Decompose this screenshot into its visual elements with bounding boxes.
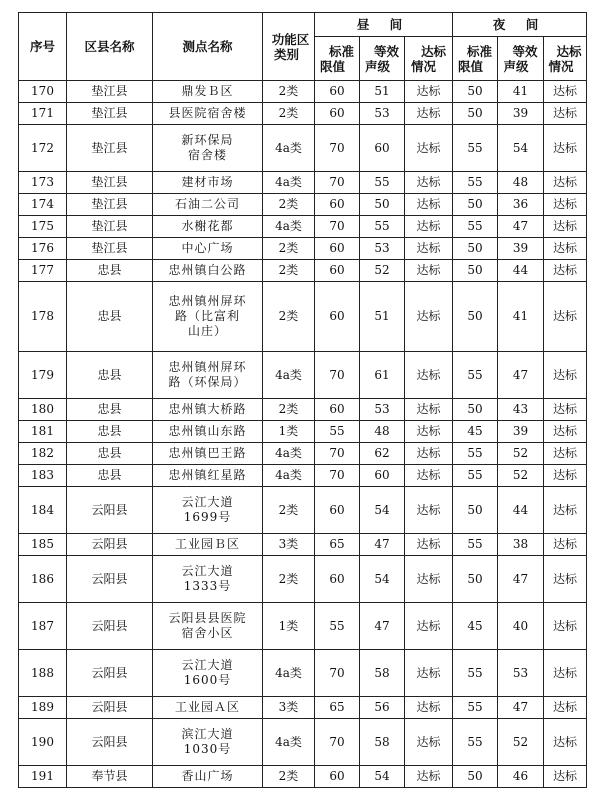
cell-day-level: 48	[360, 421, 405, 443]
site-name-text: 滨江大道 1030号	[181, 727, 234, 756]
cell-day-limit: 70	[315, 172, 360, 194]
cell-zone: 2类	[263, 556, 315, 603]
cell-day-level: 58	[360, 650, 405, 697]
cell-site	[153, 282, 263, 352]
cell-seq: 190	[19, 719, 67, 766]
cell-day-status: 达标	[405, 556, 453, 603]
site-name-text: 忠州镇州屏环 路（环保局）	[168, 360, 247, 389]
cell-day-limit: 70	[315, 650, 360, 697]
cell-night-limit: 55	[453, 352, 498, 399]
table-row	[19, 352, 587, 399]
cell-night-status: 达标	[544, 443, 587, 465]
cell-day-level: 54	[360, 766, 405, 788]
cell-night-status: 达标	[544, 487, 587, 534]
cell-site	[153, 603, 263, 650]
cell-night-limit: 45	[453, 421, 498, 443]
table-row	[19, 421, 587, 443]
cell-county: 云阳县	[67, 487, 153, 534]
cell-zone: 2类	[263, 238, 315, 260]
cell-day-level: 53	[360, 399, 405, 421]
table-row	[19, 216, 587, 238]
site-name-text: 云江大道 1600号	[181, 658, 234, 687]
cell-day-status: 达标	[405, 260, 453, 282]
cell-zone: 4a类	[263, 172, 315, 194]
cell-day-status: 达标	[405, 719, 453, 766]
cell-night-status: 达标	[544, 103, 587, 125]
cell-night-limit: 50	[453, 260, 498, 282]
cell-night-status: 达标	[544, 260, 587, 282]
site-name-text: 水榭花都	[181, 219, 234, 233]
cell-day-status: 达标	[405, 603, 453, 650]
cell-zone: 4a类	[263, 352, 315, 399]
cell-day-limit: 70	[315, 216, 360, 238]
cell-county: 云阳县	[67, 534, 153, 556]
cell-zone: 2类	[263, 81, 315, 103]
cell-night-level: 47	[498, 697, 544, 719]
cell-day-level: 51	[360, 81, 405, 103]
cell-day-level: 55	[360, 172, 405, 194]
site-name-text: 忠州镇红星路	[168, 468, 247, 482]
cell-night-limit: 50	[453, 556, 498, 603]
cell-seq: 175	[19, 216, 67, 238]
cell-seq: 180	[19, 399, 67, 421]
cell-seq: 173	[19, 172, 67, 194]
cell-night-level: 48	[498, 172, 544, 194]
cell-day-status: 达标	[405, 697, 453, 719]
cell-site	[153, 194, 263, 216]
table-header	[19, 13, 587, 81]
site-name-text: 中心广场	[181, 241, 234, 255]
cell-night-level: 41	[498, 81, 544, 103]
cell-night-level: 44	[498, 260, 544, 282]
cell-zone: 3类	[263, 534, 315, 556]
cell-night-limit: 55	[453, 719, 498, 766]
cell-county: 忠县	[67, 421, 153, 443]
header-night-level: 等效声级	[498, 37, 544, 81]
cell-day-status: 达标	[405, 465, 453, 487]
cell-night-level: 39	[498, 103, 544, 125]
cell-day-level: 62	[360, 443, 405, 465]
site-name-text: 香山广场	[181, 769, 234, 783]
cell-night-level: 52	[498, 719, 544, 766]
cell-night-status: 达标	[544, 194, 587, 216]
cell-night-limit: 50	[453, 282, 498, 352]
cell-seq: 181	[19, 421, 67, 443]
cell-county: 垫江县	[67, 172, 153, 194]
cell-site	[153, 421, 263, 443]
cell-site	[153, 260, 263, 282]
table-row	[19, 534, 587, 556]
cell-seq: 174	[19, 194, 67, 216]
site-name-text: 建材市场	[181, 175, 234, 189]
site-name-text: 忠州镇州屏环 路（比富利 山庄）	[168, 294, 247, 338]
cell-day-level: 53	[360, 238, 405, 260]
table-row	[19, 282, 587, 352]
cell-county: 奉节县	[67, 766, 153, 788]
cell-night-status: 达标	[544, 399, 587, 421]
cell-day-status: 达标	[405, 216, 453, 238]
cell-county: 垫江县	[67, 216, 153, 238]
cell-day-status: 达标	[405, 103, 453, 125]
cell-site	[153, 443, 263, 465]
cell-seq: 191	[19, 766, 67, 788]
cell-site	[153, 352, 263, 399]
cell-day-status: 达标	[405, 238, 453, 260]
table-row	[19, 487, 587, 534]
cell-night-status: 达标	[544, 172, 587, 194]
cell-day-limit: 60	[315, 487, 360, 534]
cell-day-limit: 60	[315, 81, 360, 103]
cell-site	[153, 697, 263, 719]
table-row	[19, 697, 587, 719]
cell-day-limit: 60	[315, 399, 360, 421]
cell-zone: 4a类	[263, 125, 315, 172]
cell-day-limit: 70	[315, 465, 360, 487]
cell-site	[153, 487, 263, 534]
cell-seq: 188	[19, 650, 67, 697]
cell-day-level: 47	[360, 534, 405, 556]
cell-night-status: 达标	[544, 282, 587, 352]
cell-night-status: 达标	[544, 216, 587, 238]
cell-night-level: 53	[498, 650, 544, 697]
header-day-level: 等效声级	[360, 37, 405, 81]
cell-day-limit: 70	[315, 125, 360, 172]
cell-night-level: 40	[498, 603, 544, 650]
site-name-text: 云江大道 1699号	[181, 495, 234, 524]
table-row	[19, 766, 587, 788]
header-day-limit: 标准限值	[315, 37, 360, 81]
cell-day-limit: 65	[315, 697, 360, 719]
cell-day-status: 达标	[405, 352, 453, 399]
cell-night-limit: 55	[453, 534, 498, 556]
cell-zone: 2类	[263, 103, 315, 125]
cell-day-status: 达标	[405, 487, 453, 534]
cell-county: 垫江县	[67, 194, 153, 216]
cell-night-limit: 50	[453, 238, 498, 260]
cell-day-level: 55	[360, 216, 405, 238]
cell-night-status: 达标	[544, 81, 587, 103]
cell-night-level: 38	[498, 534, 544, 556]
cell-zone: 2类	[263, 260, 315, 282]
cell-night-limit: 45	[453, 603, 498, 650]
cell-county: 忠县	[67, 352, 153, 399]
cell-day-level: 50	[360, 194, 405, 216]
table-row	[19, 103, 587, 125]
cell-day-level: 60	[360, 125, 405, 172]
table-row	[19, 194, 587, 216]
site-name-text: 工业园Ａ区	[174, 700, 240, 714]
cell-day-level: 52	[360, 260, 405, 282]
table-row	[19, 238, 587, 260]
cell-zone: 2类	[263, 399, 315, 421]
site-name-text: 忠州镇巴王路	[168, 446, 247, 460]
table-body	[19, 81, 587, 788]
cell-day-limit: 60	[315, 282, 360, 352]
table-row	[19, 443, 587, 465]
cell-day-limit: 60	[315, 194, 360, 216]
cell-night-status: 达标	[544, 421, 587, 443]
cell-day-level: 61	[360, 352, 405, 399]
cell-county: 忠县	[67, 443, 153, 465]
cell-county: 忠县	[67, 260, 153, 282]
cell-day-limit: 70	[315, 443, 360, 465]
header-zone: 功能区类别	[263, 13, 315, 81]
cell-seq: 183	[19, 465, 67, 487]
cell-zone: 2类	[263, 282, 315, 352]
cell-zone: 4a类	[263, 216, 315, 238]
cell-night-limit: 50	[453, 487, 498, 534]
cell-zone: 4a类	[263, 465, 315, 487]
cell-day-limit: 60	[315, 556, 360, 603]
cell-county: 云阳县	[67, 603, 153, 650]
cell-site	[153, 125, 263, 172]
site-name-text: 县医院宿舍楼	[168, 106, 247, 120]
cell-night-level: 44	[498, 487, 544, 534]
cell-night-limit: 55	[453, 650, 498, 697]
cell-night-limit: 55	[453, 172, 498, 194]
cell-seq: 187	[19, 603, 67, 650]
cell-seq: 184	[19, 487, 67, 534]
cell-night-limit: 55	[453, 443, 498, 465]
cell-seq: 186	[19, 556, 67, 603]
cell-site	[153, 534, 263, 556]
cell-county: 垫江县	[67, 81, 153, 103]
cell-night-limit: 50	[453, 194, 498, 216]
cell-day-level: 54	[360, 556, 405, 603]
cell-day-limit: 60	[315, 103, 360, 125]
header-night-status: 达标情况	[544, 37, 587, 81]
cell-zone: 2类	[263, 194, 315, 216]
cell-day-status: 达标	[405, 534, 453, 556]
cell-seq: 185	[19, 534, 67, 556]
cell-seq: 170	[19, 81, 67, 103]
cell-site	[153, 172, 263, 194]
cell-county: 忠县	[67, 282, 153, 352]
cell-county: 垫江县	[67, 125, 153, 172]
cell-zone: 1类	[263, 421, 315, 443]
header-site: 测点名称	[153, 13, 263, 81]
noise-monitoring-table	[18, 12, 587, 788]
cell-zone: 4a类	[263, 650, 315, 697]
cell-night-status: 达标	[544, 556, 587, 603]
cell-night-level: 46	[498, 766, 544, 788]
site-name-text: 云江大道 1333号	[181, 564, 234, 593]
cell-night-level: 47	[498, 352, 544, 399]
cell-night-status: 达标	[544, 352, 587, 399]
site-name-text: 新环保局 宿舍楼	[181, 133, 234, 162]
cell-day-level: 47	[360, 603, 405, 650]
table-row	[19, 465, 587, 487]
cell-night-level: 47	[498, 216, 544, 238]
table-row	[19, 556, 587, 603]
cell-day-level: 54	[360, 487, 405, 534]
cell-night-level: 39	[498, 421, 544, 443]
cell-county: 忠县	[67, 399, 153, 421]
cell-site	[153, 103, 263, 125]
cell-site	[153, 465, 263, 487]
header-county: 区县名称	[67, 13, 153, 81]
cell-night-limit: 50	[453, 81, 498, 103]
cell-zone: 4a类	[263, 443, 315, 465]
cell-site	[153, 216, 263, 238]
cell-day-status: 达标	[405, 282, 453, 352]
cell-day-limit: 70	[315, 719, 360, 766]
cell-night-limit: 55	[453, 697, 498, 719]
cell-day-limit: 70	[315, 352, 360, 399]
cell-day-status: 达标	[405, 443, 453, 465]
table-row	[19, 260, 587, 282]
site-name-text: 云阳县县医院 宿舍小区	[168, 611, 247, 640]
cell-day-status: 达标	[405, 421, 453, 443]
cell-day-limit: 60	[315, 238, 360, 260]
header-day-status: 达标情况	[405, 37, 453, 81]
cell-night-level: 52	[498, 465, 544, 487]
site-name-text: 鼎发Ｂ区	[181, 84, 234, 98]
table-row	[19, 172, 587, 194]
cell-county: 云阳县	[67, 650, 153, 697]
header-night-group: 夜 间	[453, 13, 587, 37]
cell-site	[153, 556, 263, 603]
cell-seq: 182	[19, 443, 67, 465]
cell-seq: 189	[19, 697, 67, 719]
cell-night-limit: 50	[453, 766, 498, 788]
cell-night-status: 达标	[544, 465, 587, 487]
cell-zone: 1类	[263, 603, 315, 650]
cell-county: 垫江县	[67, 103, 153, 125]
cell-site	[153, 650, 263, 697]
cell-day-limit: 60	[315, 260, 360, 282]
cell-zone: 2类	[263, 766, 315, 788]
cell-county: 云阳县	[67, 697, 153, 719]
cell-seq: 178	[19, 282, 67, 352]
cell-day-status: 达标	[405, 399, 453, 421]
cell-night-level: 47	[498, 556, 544, 603]
site-name-text: 工业园Ｂ区	[174, 537, 240, 551]
cell-night-limit: 50	[453, 103, 498, 125]
cell-night-level: 39	[498, 238, 544, 260]
cell-day-limit: 60	[315, 766, 360, 788]
cell-seq: 172	[19, 125, 67, 172]
cell-site	[153, 399, 263, 421]
table-row	[19, 719, 587, 766]
cell-day-limit: 55	[315, 603, 360, 650]
cell-site	[153, 719, 263, 766]
cell-night-limit: 55	[453, 465, 498, 487]
cell-night-status: 达标	[544, 125, 587, 172]
header-day-group: 昼 间	[315, 13, 453, 37]
cell-day-limit: 65	[315, 534, 360, 556]
cell-day-level: 56	[360, 697, 405, 719]
table-row	[19, 399, 587, 421]
cell-day-level: 51	[360, 282, 405, 352]
table-row	[19, 650, 587, 697]
cell-night-level: 41	[498, 282, 544, 352]
cell-night-status: 达标	[544, 766, 587, 788]
table-row	[19, 603, 587, 650]
cell-site	[153, 238, 263, 260]
site-name-text: 忠州镇山东路	[168, 424, 247, 438]
cell-seq: 171	[19, 103, 67, 125]
cell-county: 忠县	[67, 465, 153, 487]
cell-seq: 179	[19, 352, 67, 399]
cell-zone: 4a类	[263, 719, 315, 766]
cell-night-status: 达标	[544, 238, 587, 260]
header-seq: 序号	[19, 13, 67, 81]
cell-night-status: 达标	[544, 719, 587, 766]
site-name-text: 忠州镇大桥路	[168, 402, 247, 416]
header-night-limit: 标准限值	[453, 37, 498, 81]
cell-night-status: 达标	[544, 603, 587, 650]
cell-night-level: 36	[498, 194, 544, 216]
cell-county: 云阳县	[67, 719, 153, 766]
table-row	[19, 81, 587, 103]
site-name-text: 忠州镇白公路	[168, 263, 247, 277]
cell-night-level: 54	[498, 125, 544, 172]
cell-seq: 176	[19, 238, 67, 260]
cell-night-limit: 55	[453, 125, 498, 172]
cell-county: 垫江县	[67, 238, 153, 260]
cell-zone: 2类	[263, 487, 315, 534]
cell-day-status: 达标	[405, 125, 453, 172]
cell-day-limit: 55	[315, 421, 360, 443]
cell-day-status: 达标	[405, 766, 453, 788]
cell-seq: 177	[19, 260, 67, 282]
cell-day-status: 达标	[405, 172, 453, 194]
cell-night-level: 43	[498, 399, 544, 421]
cell-site	[153, 81, 263, 103]
cell-night-status: 达标	[544, 697, 587, 719]
cell-zone: 3类	[263, 697, 315, 719]
cell-night-limit: 55	[453, 216, 498, 238]
cell-day-level: 53	[360, 103, 405, 125]
cell-night-limit: 50	[453, 399, 498, 421]
cell-night-status: 达标	[544, 534, 587, 556]
site-name-text: 石油二公司	[174, 197, 240, 211]
table-row	[19, 125, 587, 172]
cell-day-level: 58	[360, 719, 405, 766]
cell-county: 云阳县	[67, 556, 153, 603]
cell-day-status: 达标	[405, 194, 453, 216]
cell-day-status: 达标	[405, 650, 453, 697]
cell-night-level: 52	[498, 443, 544, 465]
cell-day-status: 达标	[405, 81, 453, 103]
cell-night-status: 达标	[544, 650, 587, 697]
cell-day-level: 60	[360, 465, 405, 487]
cell-site	[153, 766, 263, 788]
